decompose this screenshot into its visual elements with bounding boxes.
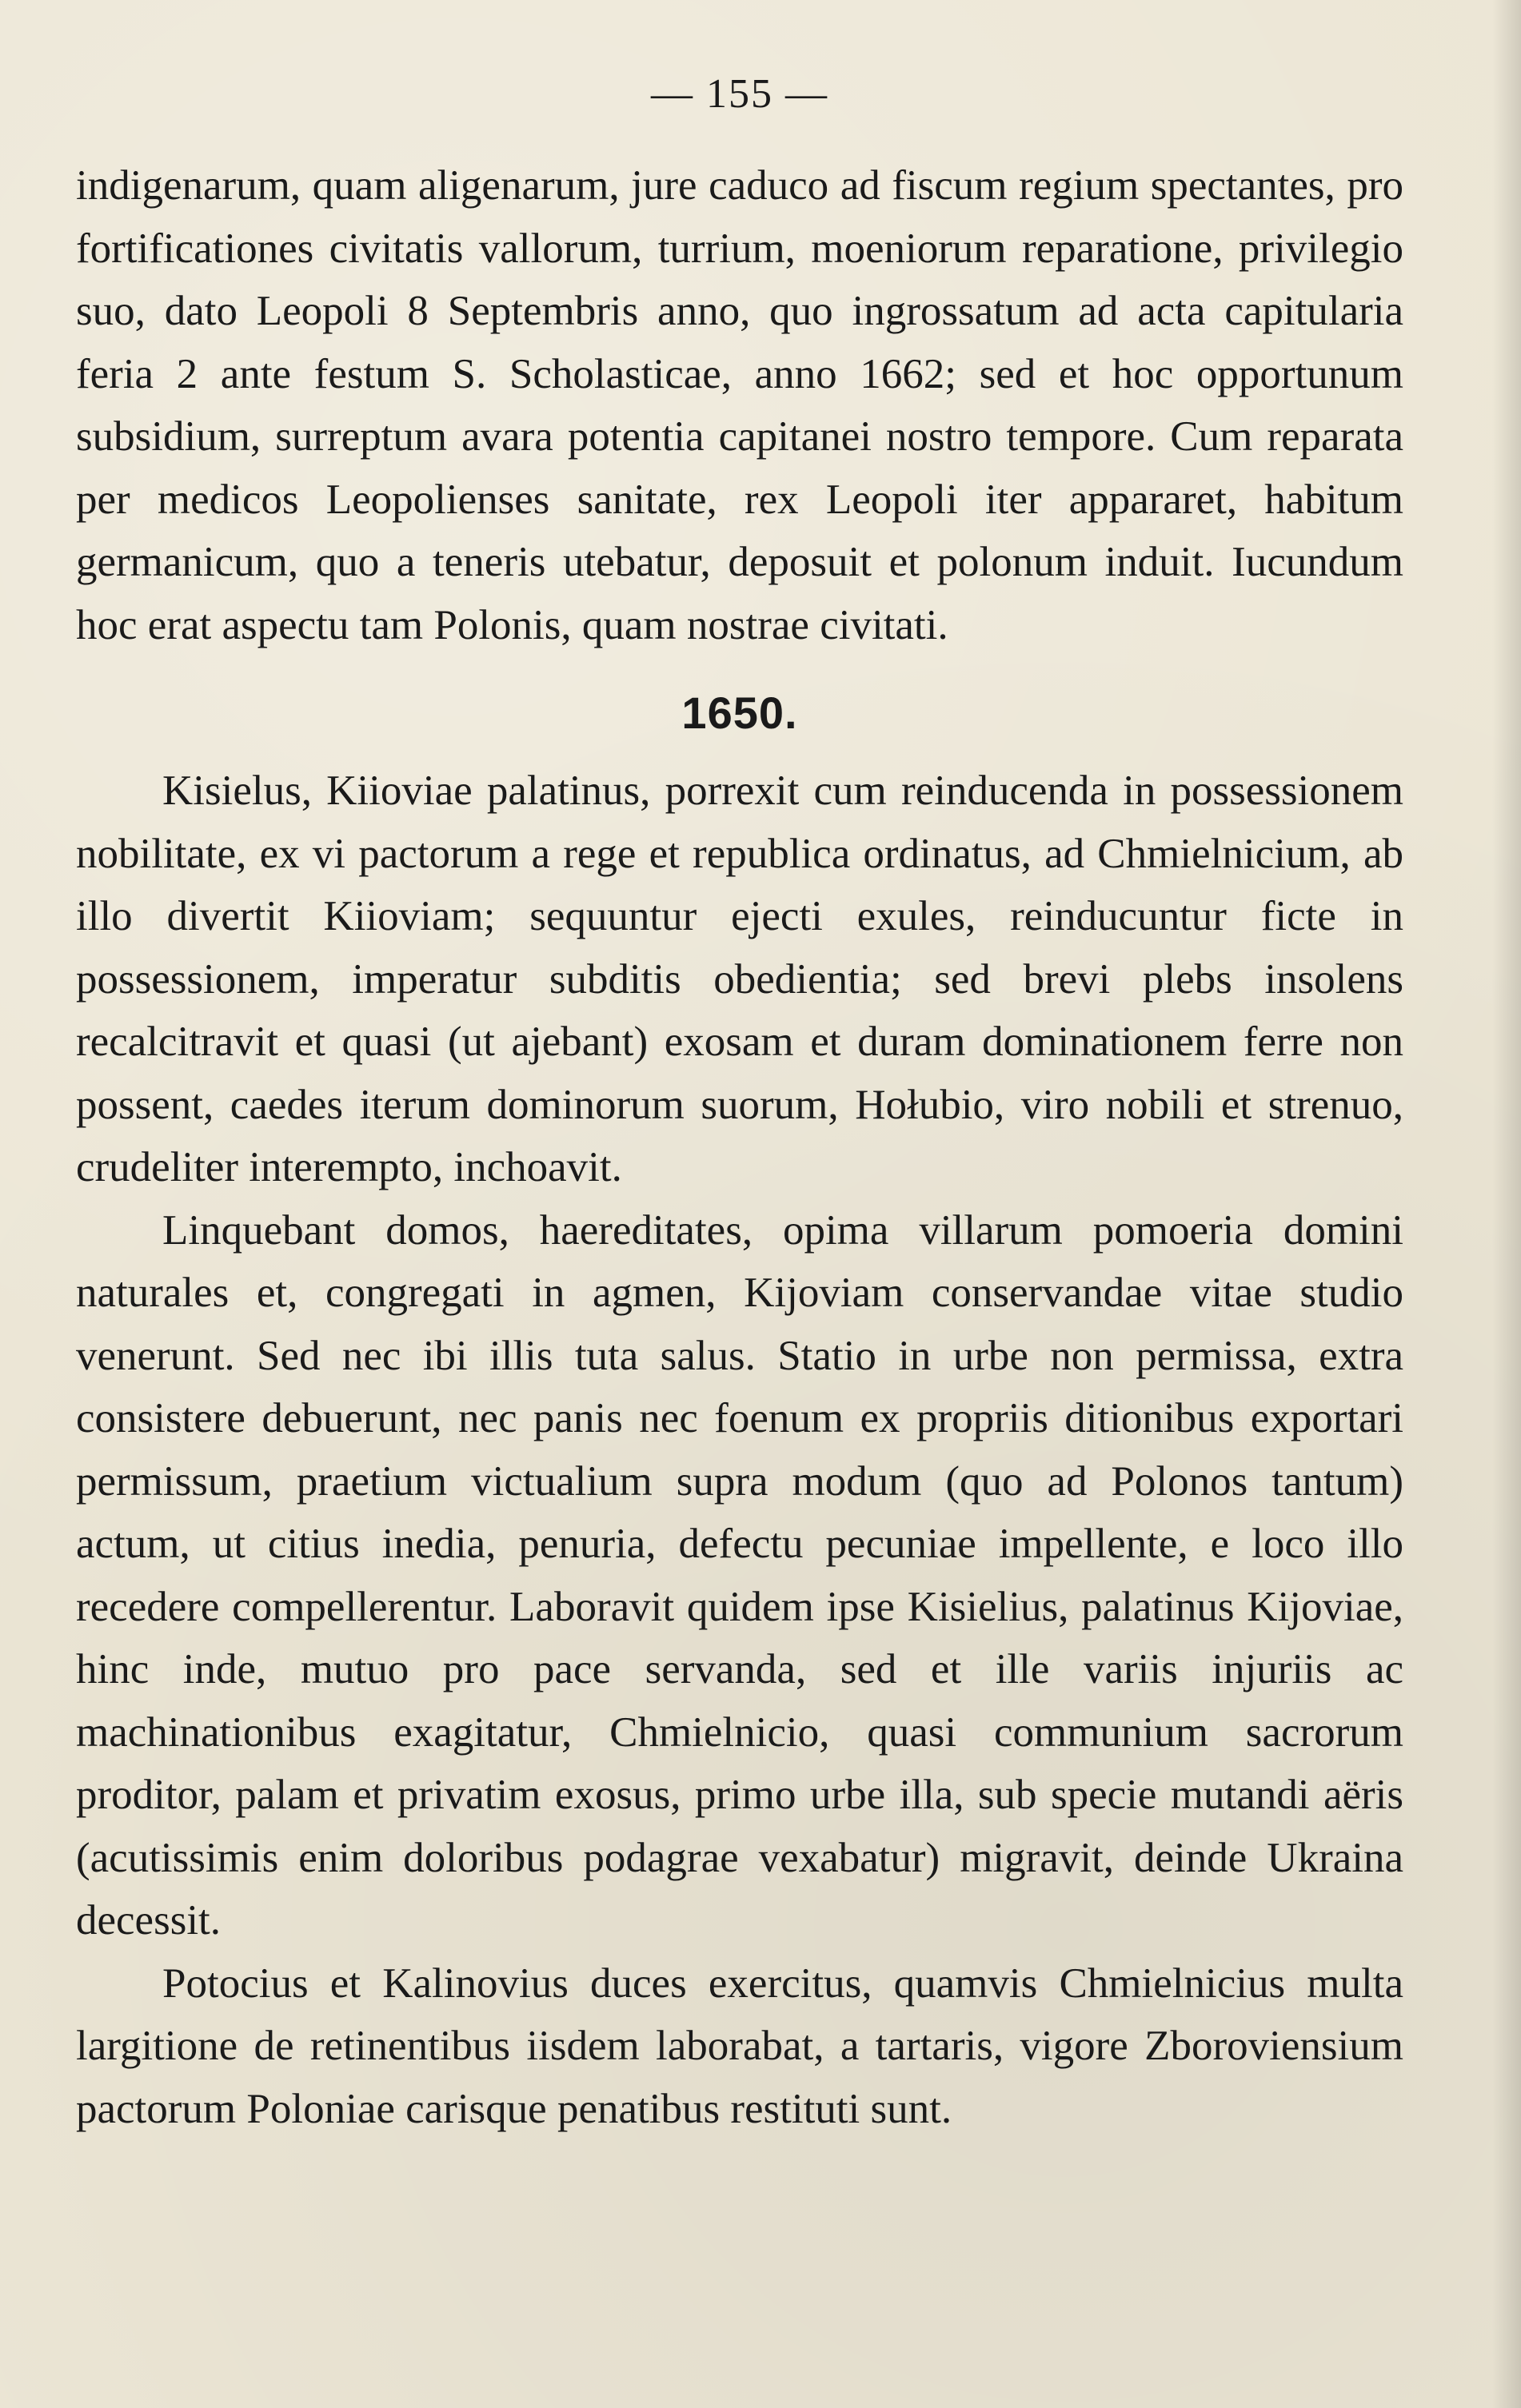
page-number: — 155 — [651, 71, 828, 117]
paragraph-kisielus: Kisielus, Kiioviae palatinus, porrexit cum reinducenda in possessionem nobilitate, ex vi pactorum a rege et republica ordinatus, ad Chmielnicium, ab illo divertit Kiioviam; sequuntur ejecti exules, reinducuntur ficte in possessionem, imperatur subditis obedientia; sed brevi plebs insolens recalcitravit et quasi (ut ajebant) exosam et duram dominationem ferre non possent, caedes iterum dominorum suorum, Hołubio, viro nobili et strenuo, crudeliter interempto, inchoavit. [76, 767, 1403, 1190]
paragraph-linquebant: Linquebant domos, haereditates, opima villarum pomoeria domini naturales et, congregati in agmen, Kijoviam conservandae vitae studio venerunt. Sed nec ibi illis tuta salus. Statio in urbe non permissa, extra consistere debuerunt, nec panis nec foenum ex propriis ditionibus exportari permissum, praetium victualium supra modum (quo ad Polonos tantum) actum, ut citius inedia, penuria, defectu pecuniae impellente, e loco illo recedere compellerentur. Laboravit quidem ipse Kisielius, palatinus Kijoviae, hinc inde, mutuo pro pace servanda, sed et ille variis injuriis ac machinationibus exagitatur, Chmielnicio, quasi communium sacrorum proditor, palam et privatim exosus, primo urbe illa, sub specie mutandi aëris (acutissimis enim doloribus podagrae vexabatur) migravit, deinde Ukraina decessit. [76, 1206, 1403, 1944]
paragraph-potocius: Potocius et Kalinovius duces exercitus, quamvis Chmielnicius multa largitione de retinentibus iisdem laborabat, a tartaris, vigore Zboroviensium pactorum Poloniae carisque penatibus restituti sunt. [76, 1959, 1403, 2132]
paragraph-continued: indigenarum, quam aligenarum, jure caduco ad fiscum regium spectantes, pro fortificationes civitatis vallorum, turrium, moeniorum reparatione, privilegio suo, dato Leopoli 8 Septembris anno, quo ingrossatum ad acta capitularia feria 2 ante festum S. Scholasticae, anno 1662; sed et hoc opportunum subsidium, surreptum avara potentia capitanei nostro tempore. Cum reparata per medicos Leopolienses sanitate, rex Leopoli iter appararet, habitum germanicum, quo a teneris utebatur, deposuit et polonum induit. Iucundum hoc erat aspectu tam Polonis, quam nostrae civitati. [76, 162, 1403, 648]
year-heading: 1650. [681, 688, 798, 738]
page-edge-shadow [1492, 0, 1521, 2408]
page-content [76, 70, 1403, 2140]
